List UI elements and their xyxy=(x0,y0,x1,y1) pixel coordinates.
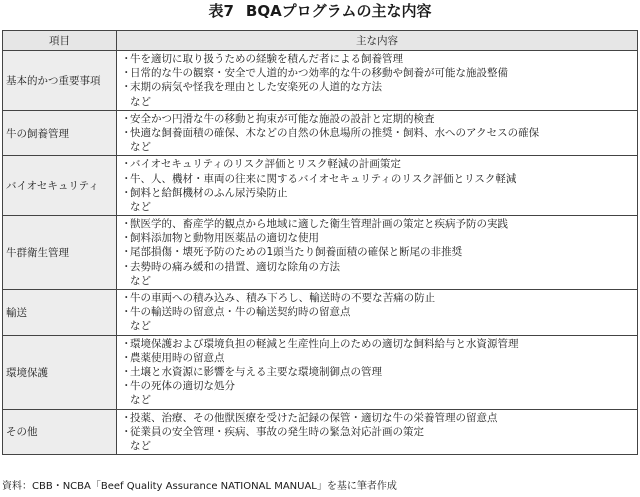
contents-cell xyxy=(117,216,638,290)
table-row xyxy=(3,216,638,290)
bullet-mark: ・ xyxy=(121,246,132,259)
list-item-text: 飼料と給餌機材のふん尿汚染防止 xyxy=(130,186,288,199)
table-body xyxy=(3,51,638,455)
table-row xyxy=(3,51,638,111)
list-item xyxy=(121,126,637,140)
list-item-text: 牛の輸送時の留意点・牛の輸送契約時の留意点 xyxy=(130,306,351,319)
contents-cell xyxy=(117,335,638,409)
bqa-contents-table xyxy=(2,30,638,455)
list-item-etc xyxy=(121,200,637,214)
list-item-etc xyxy=(121,393,637,407)
bullet-mark: ・ xyxy=(121,158,132,171)
bullet-mark: ・ xyxy=(121,172,132,185)
contents-cell xyxy=(117,156,638,216)
list-item-etc xyxy=(121,274,637,288)
list-item-text: 投薬、治療、その他獣医療を受けた記録の保管・適切な牛の栄養管理の留意点 xyxy=(130,411,498,424)
list-item xyxy=(121,351,637,365)
list-item xyxy=(121,411,637,425)
bullet-mark: ・ xyxy=(121,292,132,304)
list-item xyxy=(121,365,637,379)
bullet-mark: ・ xyxy=(121,365,132,378)
list-item-text: 牛の死体の適切な処分 xyxy=(130,380,235,393)
category-cell: 牛の飼養管理 xyxy=(3,110,117,156)
list-item xyxy=(121,52,637,66)
list-item-etc xyxy=(121,140,637,154)
contents-cell xyxy=(117,290,638,336)
bullet-mark: ・ xyxy=(121,218,132,231)
list-item-text: 末期の病気や怪我を理由とした安楽死の人道的な方法 xyxy=(130,81,382,94)
table-row xyxy=(3,335,638,409)
header-contents: 主な内容 xyxy=(117,31,638,51)
list-item-text: 牛を適切に取り扱うための経験を積んだ者による飼養管理 xyxy=(130,53,403,65)
bullet-mark: ・ xyxy=(121,260,132,273)
list-item xyxy=(121,337,637,351)
bullet-mark: ・ xyxy=(121,112,132,125)
bullet-mark: ・ xyxy=(121,186,132,199)
bullet-mark: ・ xyxy=(121,337,132,350)
list-item xyxy=(121,305,637,319)
list-item xyxy=(121,245,637,259)
contents-cell xyxy=(117,110,638,156)
etc-text: など xyxy=(130,200,151,213)
list-item-text: 従業員の安全管理・疾病、事故の発生時の緊急対応計画の策定 xyxy=(130,425,424,438)
list-item xyxy=(121,66,637,80)
category-cell: 基本的かつ重要事項 xyxy=(3,51,117,111)
list-item xyxy=(121,217,637,231)
table-row xyxy=(3,409,638,455)
list-item-etc xyxy=(121,319,637,333)
list-item xyxy=(121,112,637,126)
list-item xyxy=(121,80,637,94)
etc-text: など xyxy=(130,141,151,154)
etc-text: など xyxy=(130,95,151,108)
list-item-etc xyxy=(121,439,637,453)
category-cell: 環境保護 xyxy=(3,335,117,409)
list-item-text: 日常的な牛の観察・安全で人道的かつ効率的な牛の移動や飼養が可能な施設整備 xyxy=(130,67,508,80)
bullet-mark: ・ xyxy=(121,411,132,424)
etc-text: など xyxy=(130,394,151,407)
category-cell: 牛群衛生管理 xyxy=(3,216,117,290)
table-title xyxy=(0,2,640,20)
bullet-mark: ・ xyxy=(121,425,132,438)
list-item xyxy=(121,172,637,186)
table-header-row xyxy=(3,31,638,51)
bullet-mark: ・ xyxy=(121,306,132,319)
list-item xyxy=(121,379,637,393)
list-item-text: 尾部損傷・壊死予防のための1頭当たり飼養面積の確保と断尾の非推奨 xyxy=(130,246,463,259)
etc-text: など xyxy=(130,274,151,287)
list-item-text: 飼料添加物と動物用医薬品の適切な使用 xyxy=(130,232,319,245)
bullet-mark: ・ xyxy=(121,232,132,245)
header-category: 項目 xyxy=(3,31,117,51)
bullet-mark: ・ xyxy=(121,380,132,393)
list-item-text: 獣医学的、畜産学的観点から地域に適した衛生管理計画の策定と疾病予防の実践 xyxy=(130,218,508,231)
list-item-text: バイオセキュリティのリスク評価とリスク軽減の計画策定 xyxy=(130,158,401,171)
list-item-text: 去勢時の痛み緩和の措置、適切な除角の方法 xyxy=(130,260,340,273)
category-cell: 輸送 xyxy=(3,290,117,336)
bullet-mark: ・ xyxy=(121,351,132,364)
list-item-text: 牛、人、機材・車両の往来に関するバイオセキュリティのリスク評価とリスク軽減 xyxy=(130,172,517,185)
list-item xyxy=(121,157,637,171)
list-item-text: 環境保護および環境負担の軽減と生産性向上のための適切な飼料給与と水資源管理 xyxy=(130,337,519,350)
table-row xyxy=(3,110,638,156)
contents-cell xyxy=(117,409,638,455)
list-item-text: 農薬使用時の留意点 xyxy=(130,351,225,364)
bullet-mark: ・ xyxy=(121,126,132,139)
etc-text: など xyxy=(130,439,151,452)
list-item-text: 快適な飼養面積の確保、木などの自然の休息場所の推奨・飼料、水へのアクセスの確保 xyxy=(130,126,540,139)
etc-text: など xyxy=(130,320,151,333)
category-cell: バイオセキュリティ xyxy=(3,156,117,216)
category-cell: その他 xyxy=(3,409,117,455)
list-item-text: 土壌と水資源に影響を与える主要な環境制御点の管理 xyxy=(130,365,382,378)
bullet-mark: ・ xyxy=(121,81,132,94)
list-item-etc xyxy=(121,95,637,109)
bullet-mark: ・ xyxy=(121,67,132,80)
table-row xyxy=(3,156,638,216)
source-note: 資料：CBB・NCBA「Beef Quality Assurance NATIONAL MANUAL」を基に筆者作成 xyxy=(2,481,397,492)
bullet-mark: ・ xyxy=(121,53,132,65)
list-item xyxy=(121,425,637,439)
contents-cell xyxy=(117,51,638,111)
list-item xyxy=(121,260,637,274)
list-item xyxy=(121,291,637,305)
table-caption: BQAプログラムの主な内容 xyxy=(245,2,432,20)
list-item-text: 牛の車両への積み込み、積み下ろし、輸送時の不要な苦痛の防止 xyxy=(130,292,436,304)
list-item-text: 安全かつ円滑な牛の移動と拘束が可能な施設の設計と定期的検査 xyxy=(130,112,435,125)
table-row xyxy=(3,290,638,336)
table-number: 表7 xyxy=(208,2,234,20)
list-item xyxy=(121,186,637,200)
list-item xyxy=(121,231,637,245)
